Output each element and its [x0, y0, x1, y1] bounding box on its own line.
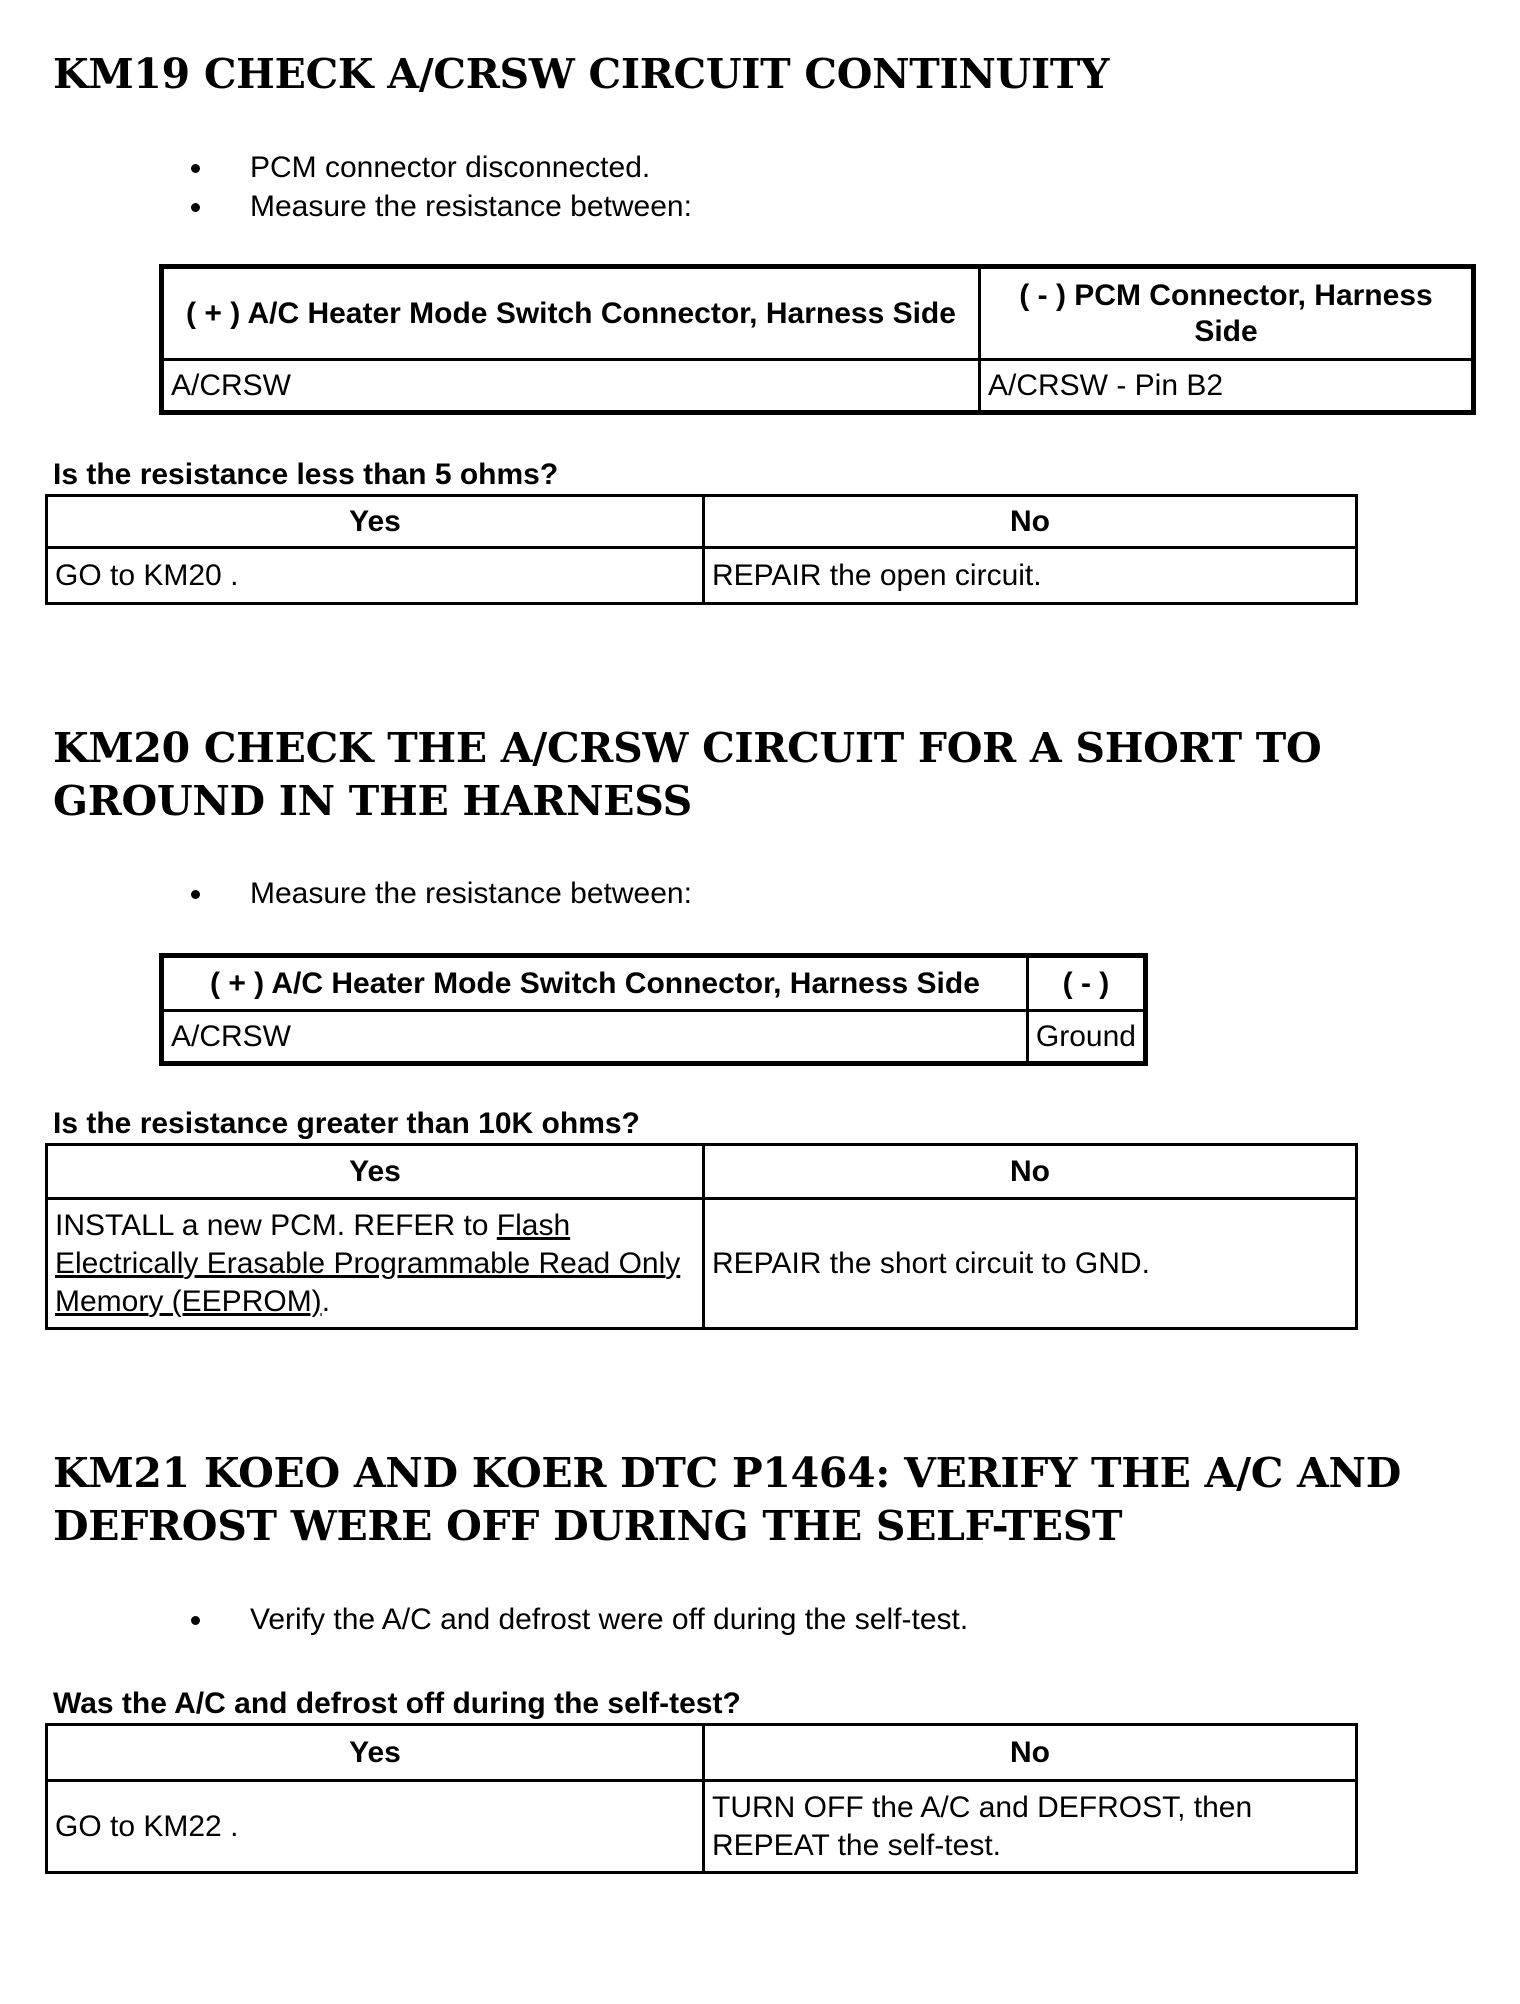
no-header: No	[704, 1725, 1357, 1781]
km21-answer-table-wrap	[45, 1723, 1445, 1874]
km20-measure-table-wrap	[161, 955, 1520, 1064]
bullet-item: Measure the resistance between:	[53, 874, 1453, 913]
section-heading-line1: KM21 KOEO AND KOER DTC P1464: VERIFY THE A/C AND	[53, 1449, 1401, 1497]
table-header-cell: ( + ) A/C Heater Mode Switch Connector, Harness Side	[163, 268, 980, 360]
no-answer: TURN OFF the A/C and DEFROST, then REPEAT the self-test.	[704, 1781, 1357, 1873]
table-header-cell: ( - )	[1027, 957, 1144, 1011]
yes-header: Yes	[47, 496, 704, 548]
section-heading-line2: DEFROST WERE OFF DURING THE SELF-TEST	[53, 1502, 1123, 1550]
table-cell: A/CRSW	[163, 360, 980, 412]
km20-answer-table	[45, 1143, 1358, 1330]
no-header: No	[704, 1145, 1357, 1199]
table-header-cell: ( - ) PCM Connector, Harness Side	[980, 268, 1473, 360]
section-heading-line1: KM20 CHECK THE A/CRSW CIRCUIT FOR A SHORT TO	[53, 724, 1322, 772]
km21-answer-table	[45, 1723, 1358, 1874]
km20-question-wrap	[53, 1107, 1453, 1141]
bullet-item: PCM connector disconnected.	[53, 148, 1453, 187]
no-answer: REPAIR the open circuit.	[704, 548, 1357, 604]
km19-measure-table	[161, 266, 1474, 413]
yes-answer: GO to KM22 .	[47, 1781, 704, 1873]
section-km21	[53, 1447, 1453, 1553]
table-cell: A/CRSW	[163, 1011, 1028, 1063]
km19-bullet-list	[53, 148, 1453, 226]
km21-bullet-list	[53, 1600, 1453, 1639]
no-header: No	[704, 496, 1357, 548]
question-text: Is the resistance greater than 10K ohms?	[53, 1107, 640, 1140]
km19-answer-table-wrap	[45, 494, 1445, 605]
table-header-cell: ( + ) A/C Heater Mode Switch Connector, Harness Side	[163, 957, 1028, 1011]
question-text: Is the resistance less than 5 ohms?	[53, 458, 559, 491]
table-cell: Ground	[1027, 1011, 1144, 1063]
bullet-item: Measure the resistance between:	[53, 187, 1453, 226]
km19-answer-table	[45, 494, 1358, 605]
yes-answer-suffix: .	[321, 1284, 331, 1318]
km19-measure-table-wrap	[161, 266, 1520, 413]
section-heading-line2: GROUND IN THE HARNESS	[53, 777, 692, 825]
km21-question-wrap	[53, 1687, 1453, 1721]
km20-bullet-list	[53, 874, 1453, 913]
yes-answer-prefix: INSTALL a new PCM. REFER to	[55, 1208, 497, 1242]
section-km20	[53, 722, 1453, 828]
yes-answer	[47, 1199, 704, 1329]
section-heading: KM19 CHECK A/CRSW CIRCUIT CONTINUITY	[53, 50, 1110, 98]
section-km19	[53, 48, 1453, 101]
km20-answer-table-wrap	[45, 1143, 1445, 1330]
no-answer: REPAIR the short circuit to GND.	[704, 1199, 1357, 1329]
yes-header: Yes	[47, 1725, 704, 1781]
km19-question-wrap	[53, 458, 1453, 492]
table-cell: A/CRSW - Pin B2	[980, 360, 1473, 412]
yes-answer: GO to KM20 .	[47, 548, 704, 604]
question-text: Was the A/C and defrost off during the self-test?	[53, 1687, 741, 1720]
bullet-item: Verify the A/C and defrost were off during the self-test.	[53, 1600, 1453, 1639]
eeprom-link[interactable]: Flash Electrically Erasable Programmable Read Only Memory (EEPROM)	[55, 1208, 681, 1318]
km20-measure-table	[161, 955, 1146, 1064]
yes-header: Yes	[47, 1145, 704, 1199]
